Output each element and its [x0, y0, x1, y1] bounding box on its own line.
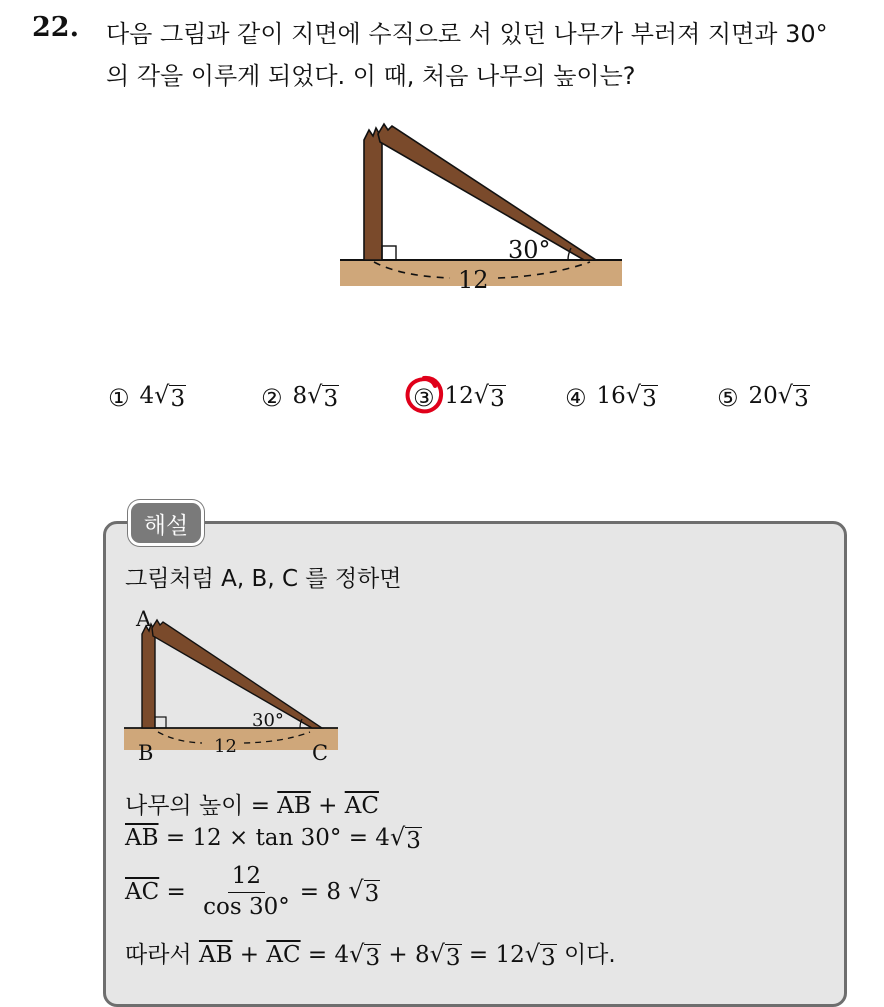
- solution-line-2: $\overline{AB} = 12 \times \tan 30^\circ = 4$ √ 3: [125, 823, 421, 854]
- point-a-label: A: [136, 607, 152, 631]
- labeled-tree-figure: [124, 606, 344, 766]
- base-length-label: 12: [458, 266, 489, 290]
- choice-5[interactable]: [717, 383, 810, 412]
- question-number: 22.: [32, 12, 79, 43]
- solution-badge: 해설: [128, 500, 204, 546]
- choice-mark: ③: [413, 384, 435, 412]
- question-text-line2: 의 각을 이루게 되었다. 이 때, 처음 나무의 높이는?: [106, 62, 636, 90]
- tree-trunk: [364, 128, 382, 260]
- choice-coef: 16: [596, 383, 626, 409]
- choice-3[interactable]: [413, 383, 506, 412]
- selected-circle-icon: [403, 374, 445, 416]
- base-length-label: 12: [214, 736, 237, 757]
- question-text-line1: 다음 그림과 같이 지면에 수직으로 서 있던 나무가 부러져 지면과 30°: [106, 20, 828, 48]
- right-angle-mark: [382, 246, 396, 260]
- sqrt: √ 3: [625, 381, 657, 412]
- choice-1[interactable]: [108, 383, 186, 412]
- choice-mark: ①: [108, 383, 130, 412]
- sqrt: √ 3: [473, 381, 505, 412]
- angle-label: 30°: [508, 236, 551, 264]
- solution-line-1: 나무의 높이 = $\overline{AB} + \overline{AC}$: [125, 793, 379, 819]
- choice-2[interactable]: [261, 383, 339, 412]
- choice-mark: ⑤: [717, 383, 739, 412]
- choice-mark: ④: [565, 383, 587, 412]
- solution-intro: 그림처럼 A, B, C 를 정하면: [125, 566, 402, 592]
- broken-tree-figure: [340, 118, 626, 290]
- sqrt: √ 3: [777, 381, 809, 412]
- solution-line-3: $\overline{AC}$ = $\frac{12}{\cos 30^\circ}$ = 8 √ 3: [125, 863, 380, 920]
- point-b-label: B: [138, 741, 154, 765]
- choice-coef: 8: [292, 383, 308, 409]
- choice-coef: 12: [444, 383, 474, 409]
- broken-top: [378, 124, 596, 260]
- sqrt: √ 3: [154, 381, 186, 412]
- choice-coef: 4: [139, 383, 155, 409]
- answer-choices: [0, 383, 884, 423]
- choice-coef: 20: [748, 383, 778, 409]
- angle-label: 30°: [252, 710, 284, 731]
- choice-mark: ②: [261, 383, 283, 412]
- choice-4[interactable]: [565, 383, 658, 412]
- point-c-label: C: [312, 741, 329, 765]
- sqrt: √ 3: [307, 381, 339, 412]
- solution-line-4: 따라서 $\overline{AB} + \overline{AC} = 4$ √ 3 + 8 √ 3 = 12 √ 3 이다.: [125, 940, 616, 971]
